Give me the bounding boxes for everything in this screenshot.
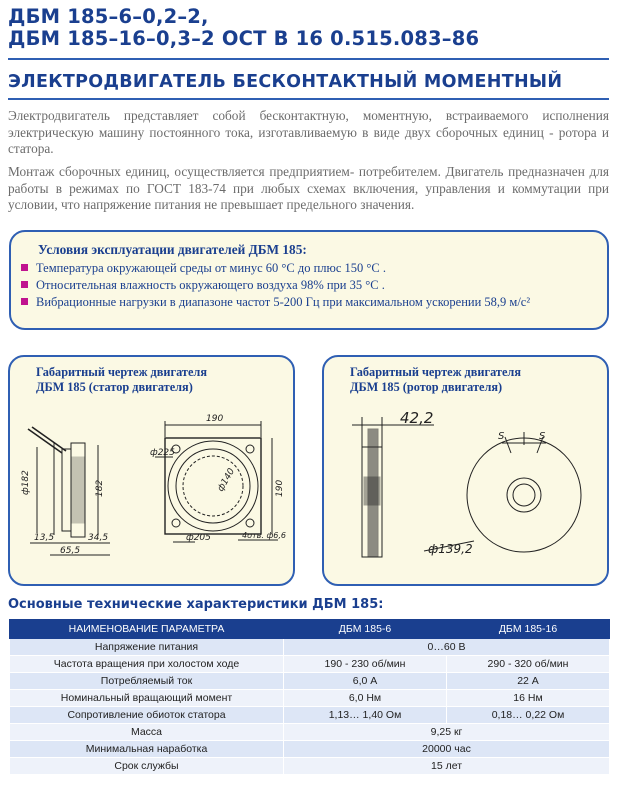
dim-label: 190 (275, 479, 285, 497)
param-value: 9,25 кг (284, 724, 610, 741)
bullet-icon (21, 281, 28, 288)
table-row (10, 673, 610, 690)
table-row (10, 639, 610, 656)
dim-label: ф140 (215, 466, 238, 494)
param-value: 190 - 230 об/мин (284, 656, 447, 673)
param-name: Потребляемый ток (10, 673, 284, 690)
param-value: 15 лет (284, 758, 610, 775)
subtitle-divider (8, 98, 609, 100)
dim-label: 42,2 (400, 409, 434, 427)
stator-drawing-title: Габаритный чертеж двигателя ДБМ 185 (статор двигателя) (36, 365, 207, 394)
table-row (10, 724, 610, 741)
conditions-title: Условия эксплуатации двигателей ДБМ 185: (38, 242, 307, 257)
param-name: Напряжение питания (10, 639, 284, 656)
param-value: 290 - 320 об/мин (447, 656, 610, 673)
dim-label: 4отв. ф6,6 (242, 531, 287, 540)
dim-label: ф139,2 (428, 542, 473, 556)
product-subtitle: ЭЛЕКТРОДВИГАТЕЛЬ БЕСКОНТАКТНЫЙ МОМЕНТНЫЙ (8, 72, 563, 92)
dim-label: S (498, 431, 505, 442)
column-header: НАИМЕНОВАНИЕ ПАРАМЕТРА (10, 620, 284, 639)
specs-table (9, 619, 610, 775)
bullet-icon (21, 298, 28, 305)
param-value: 20000 час (284, 741, 610, 758)
rotor-drawing-title: Габаритный чертеж двигателя ДБМ 185 (ротор двигателя) (350, 365, 521, 394)
table-row (10, 656, 610, 673)
param-name: Частота вращения при холостом ходе (10, 656, 284, 673)
param-name: Номинальный вращающий момент (10, 690, 284, 707)
bullet-icon (21, 264, 28, 271)
table-header-row (10, 620, 610, 639)
condition-item: Температура окружающей среды от минус 60 °С до плюс 150 °С . (21, 261, 386, 276)
dim-label: S (539, 431, 546, 442)
assembly-paragraph: Монтаж сборочных единиц, осуществляется предприятием- потребителем. Двигатель предназначен для работы в режимах по ГОСТ 183-74 при любых схемах включения, управления и коммутации при условии, что напряжение питания не превышает предельного значения. (8, 164, 609, 212)
rotor-drawing (324, 357, 611, 588)
param-value: 22 А (447, 673, 610, 690)
condition-item: Относительная влажность окружающего воздуха 98% при 35 °С . (21, 278, 385, 293)
dim-label: 13,5 (34, 533, 55, 543)
header-line-1: ДБМ 185–6–0,2–2, (8, 5, 209, 28)
param-value: 16 Нм (447, 690, 610, 707)
document-header (8, 6, 608, 50)
param-value: 0…60 В (284, 639, 610, 656)
operating-conditions-box (9, 230, 609, 330)
param-name: Минимальная наработка (10, 741, 284, 758)
header-line-2: ДБМ 185–16–0,3–2 ОСТ В 16 0.515.083–86 (8, 27, 480, 50)
param-name: Срок службы (10, 758, 284, 775)
dim-label: 34,5 (88, 533, 109, 543)
dim-label: 182 (95, 479, 105, 497)
condition-item: Вибрационные нагрузки в диапазоне частот 5-200 Гц при максимальном ускорении 58,9 м/с² (21, 295, 530, 310)
param-name: Масса (10, 724, 284, 741)
dim-label: ф205 (186, 533, 211, 543)
table-row (10, 707, 610, 724)
param-value: 0,18… 0,22 Ом (447, 707, 610, 724)
param-name: Сопротивление обиоток статора (10, 707, 284, 724)
specs-title: Основные технические характеристики ДБМ 185: (8, 597, 384, 612)
dim-label: 190 (206, 414, 224, 424)
param-value: 6,0 Нм (284, 690, 447, 707)
description-paragraph: Электродвигатель представляет собой бесконтактную, моментную, встраиваемого исполнения электрическую машину постоянного тока, изготавливаемую в виде двух сборочных единиц - ротора и статора. (8, 108, 609, 156)
dim-label: 65,5 (60, 546, 81, 556)
header-divider (8, 58, 609, 60)
table-row (10, 758, 610, 775)
dim-label: ф225 (150, 448, 175, 458)
table-row (10, 690, 610, 707)
column-header: ДБМ 185-16 (447, 620, 610, 639)
stator-drawing (10, 357, 297, 588)
stator-drawing-panel (8, 355, 295, 586)
dim-label: ф182 (21, 470, 31, 495)
column-header: ДБМ 185-6 (284, 620, 447, 639)
table-row (10, 741, 610, 758)
param-value: 6,0 А (284, 673, 447, 690)
param-value: 1,13… 1,40 Ом (284, 707, 447, 724)
rotor-drawing-panel (322, 355, 609, 586)
